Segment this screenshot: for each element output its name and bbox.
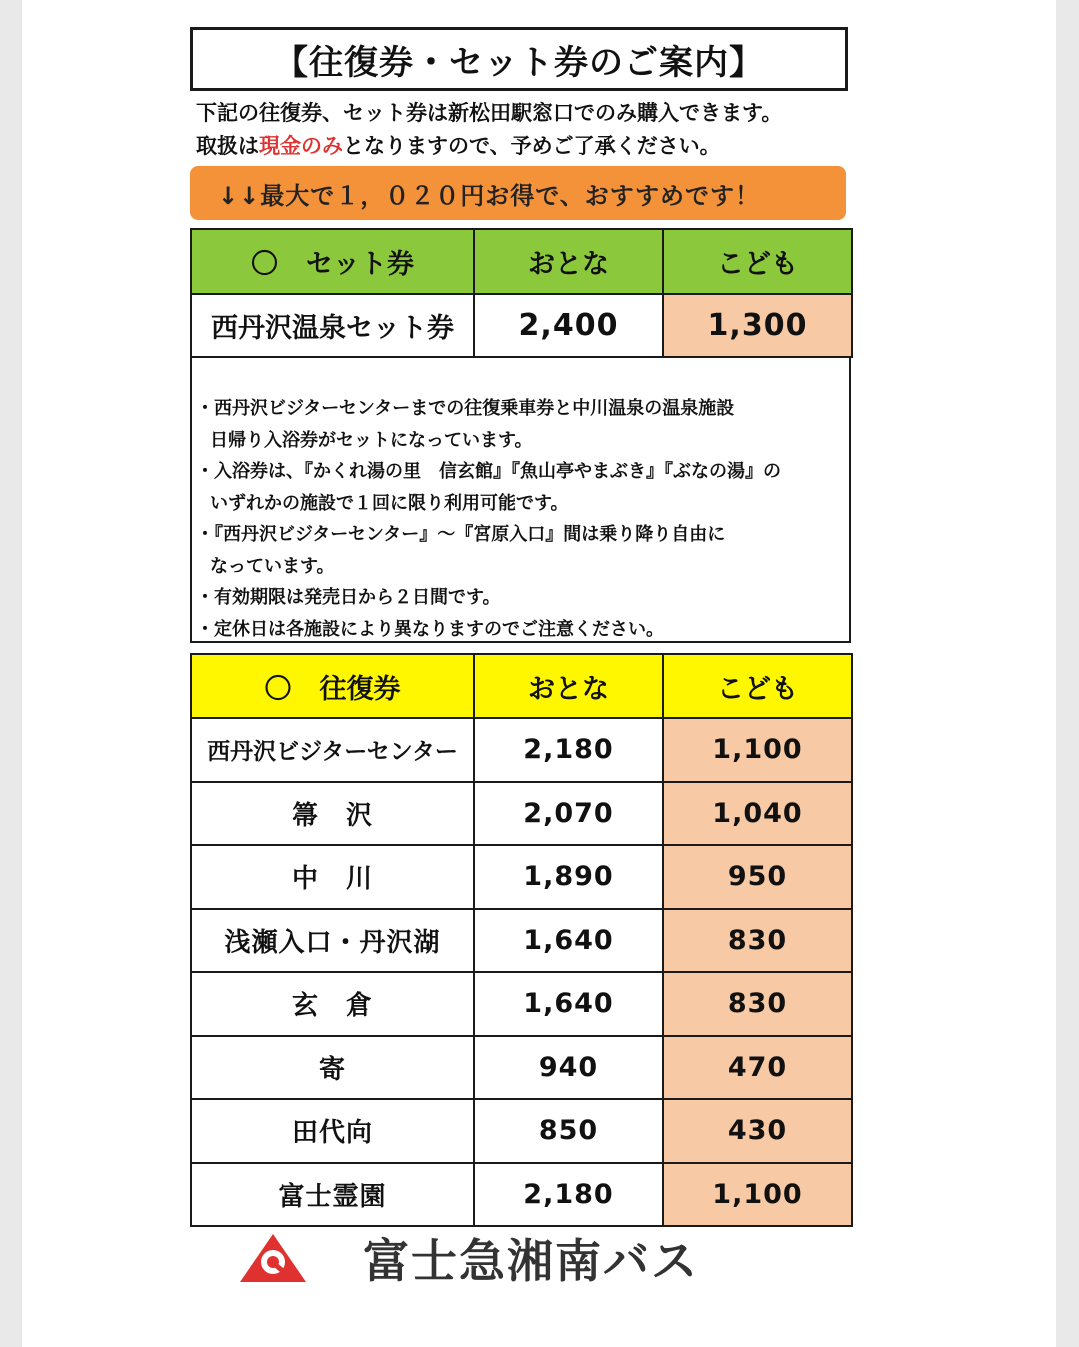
stop-name: 寄 — [191, 1036, 474, 1100]
child-fare: 470 — [663, 1036, 852, 1100]
table-row — [191, 782, 852, 846]
adult-header: おとな — [474, 229, 663, 294]
round-trip-header-label — [191, 654, 474, 718]
child-fare: 1,100 — [663, 718, 852, 782]
note-line: ・『西丹沢ビジターセンター』～『宮原入口』間は乗り降り自由に — [196, 524, 726, 545]
promo-banner: ↓↓最大で１，０２０円お得で、おすすめです！ — [190, 166, 846, 220]
notice-line-1: 下記の往復券、セット券は新松田駅窓口でのみ購入できます。 — [196, 101, 783, 125]
table-row — [191, 1163, 852, 1227]
set-ticket-notes — [190, 357, 851, 643]
adult-fare: 850 — [474, 1099, 663, 1163]
adult-fare: 2,180 — [474, 1163, 663, 1227]
company-name: 富士急湘南バス — [363, 1234, 699, 1288]
adult-fare: 2,070 — [474, 782, 663, 846]
set-ticket-label: セット券 — [306, 249, 414, 280]
round-trip-table — [190, 653, 853, 1227]
adult-fare: 1,640 — [474, 972, 663, 1036]
table-row — [191, 1099, 852, 1163]
page-title: 【往復券・セット券のご案内】 — [190, 27, 848, 91]
adult-fare: 1,890 — [474, 845, 663, 909]
table-row — [191, 294, 852, 357]
stop-name: 箒 沢 — [191, 782, 474, 846]
notice-line-2-pre: 取扱は — [196, 134, 259, 158]
set-ticket-table — [190, 228, 853, 358]
company-logo — [238, 1228, 778, 1288]
adult-fare: 2,180 — [474, 718, 663, 782]
child-fare: 950 — [663, 845, 852, 909]
table-row — [191, 718, 852, 782]
fare-name: 西丹沢温泉セット券 — [191, 294, 474, 357]
note-line: ・入浴券は、『かくれ湯の里 信玄館』『魚山亭やまぶき』『ぶなの湯』の — [196, 461, 781, 482]
note-line: なっています。 — [210, 555, 335, 577]
note-line: いずれかの施設で１回に限り利用可能です。 — [210, 492, 569, 514]
child-fare: 1,300 — [663, 294, 852, 357]
note-line: ・西丹沢ビジターセンターまでの往復乗車券と中川温泉の温泉施設 — [196, 398, 735, 419]
set-ticket-header-label — [191, 229, 474, 294]
child-fare: 1,040 — [663, 782, 852, 846]
cash-only-highlight: 現金のみ — [259, 134, 343, 158]
stop-name: 浅瀬入口・丹沢湖 — [191, 909, 474, 973]
table-row — [191, 972, 852, 1036]
round-trip-label: 往復券 — [319, 673, 401, 705]
circle-mark: 〇 — [264, 673, 292, 705]
note-line: 日帰り入浴券がセットになっています。 — [210, 429, 533, 451]
child-fare: 830 — [663, 909, 852, 973]
child-fare: 830 — [663, 972, 852, 1036]
stop-name: 富士霊園 — [191, 1163, 474, 1227]
document-page — [22, 0, 1056, 1347]
child-header: こども — [663, 229, 852, 294]
stop-name: 田代向 — [191, 1099, 474, 1163]
table-row — [191, 909, 852, 973]
adult-fare: 2,400 — [474, 294, 663, 357]
round-trip-header-row — [191, 654, 852, 718]
notice-line-2 — [196, 130, 721, 160]
circle-mark: 〇 — [251, 249, 278, 280]
stop-name: 中 川 — [191, 845, 474, 909]
notice-line-2-post: となりますので、予めご了承ください。 — [343, 134, 721, 158]
child-fare: 1,100 — [663, 1163, 852, 1227]
table-row — [191, 1036, 852, 1100]
set-ticket-header-row — [191, 229, 852, 294]
child-fare: 430 — [663, 1099, 852, 1163]
adult-header: おとな — [474, 654, 663, 718]
note-line: ・有効期限は発売日から２日間です。 — [196, 587, 501, 608]
stop-name: 玄 倉 — [191, 972, 474, 1036]
stop-name: 西丹沢ビジターセンター — [191, 718, 474, 782]
adult-fare: 1,640 — [474, 909, 663, 973]
fujikyu-logo-mark-icon — [238, 1232, 308, 1284]
adult-fare: 940 — [474, 1036, 663, 1100]
child-header: こども — [663, 654, 852, 718]
table-row — [191, 845, 852, 909]
note-line: ・定休日は各施設により異なりますのでご注意ください。 — [196, 618, 664, 640]
